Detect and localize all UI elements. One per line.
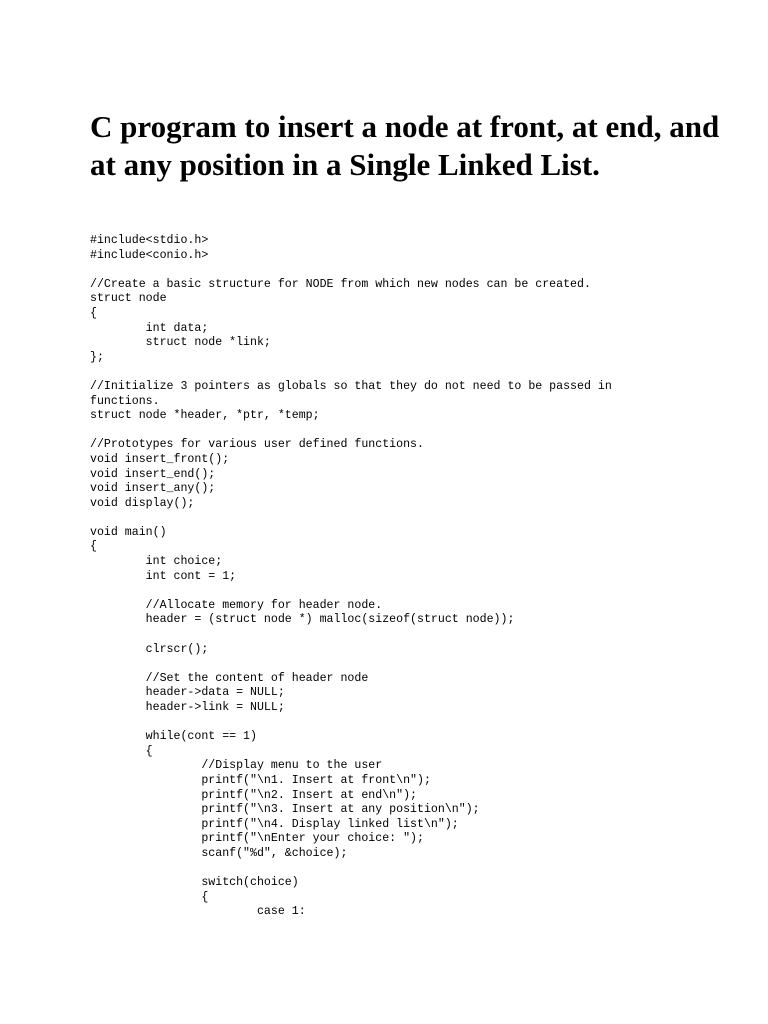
- code-line: struct node *header, *ptr, *temp;: [90, 409, 320, 423]
- code-line: #include<stdio.h>: [90, 234, 209, 247]
- code-line: struct node *link;: [90, 336, 271, 350]
- code-line: header = (struct node *) malloc(sizeof(struct node));: [90, 613, 515, 627]
- code-line: //Set the content of header node: [90, 671, 369, 685]
- code-line: printf("\n2. Insert at end\n");: [90, 788, 417, 802]
- code-line: {: [90, 890, 209, 904]
- code-line: int data;: [90, 321, 209, 335]
- code-line: clrscr();: [90, 642, 209, 656]
- code-line: //Create a basic structure for NODE from which new nodes can be created.: [90, 277, 591, 291]
- code-line: functions.: [90, 394, 160, 408]
- code-line: //Initialize 3 pointers as globals so that they do not need to be passed in: [90, 379, 612, 393]
- code-line: [90, 584, 750, 599]
- code-line: {: [90, 540, 97, 554]
- code-line: while(cont == 1): [90, 730, 257, 744]
- code-line: [90, 263, 750, 278]
- code-line: {: [90, 744, 153, 758]
- code-line: [90, 628, 750, 643]
- code-line: printf("\n1. Insert at front\n");: [90, 773, 431, 787]
- code-line: //Allocate memory for header node.: [90, 598, 383, 612]
- code-line: scanf("%d", &choice);: [90, 846, 348, 860]
- code-line: [90, 862, 750, 877]
- code-line: printf("\n4. Display linked list\n");: [90, 817, 459, 831]
- code-line: header->link = NULL;: [90, 701, 285, 714]
- code-line: struct node: [90, 292, 167, 306]
- code-line: [90, 424, 750, 439]
- code-line: {: [90, 306, 97, 320]
- code-line: printf("\nEnter your choice: ");: [90, 832, 424, 846]
- code-line: printf("\n3. Insert at any position\n");: [90, 803, 480, 817]
- code-line: #include<conio.h>: [90, 248, 209, 262]
- code-line: void display();: [90, 496, 195, 510]
- code-line: void main(): [90, 525, 167, 539]
- code-line: void insert_any();: [90, 482, 216, 496]
- code-line: };: [90, 350, 104, 364]
- code-line: int choice;: [90, 555, 223, 569]
- code-line: void insert_end();: [90, 467, 216, 481]
- code-line: //Prototypes for various user defined functions.: [90, 438, 424, 452]
- code-line: [90, 511, 750, 526]
- code-line: [90, 365, 750, 380]
- code-line: switch(choice): [90, 876, 299, 890]
- code-block: [90, 234, 750, 920]
- code-line: int cont = 1;: [90, 569, 237, 583]
- code-line: [90, 657, 750, 672]
- code-line: [90, 716, 750, 731]
- code-line: header->data = NULL;: [90, 686, 285, 700]
- code-line: //Display menu to the user: [90, 759, 383, 773]
- code-line: void insert_front();: [90, 452, 230, 466]
- code-line: case 1:: [90, 905, 306, 919]
- document-title: C program to insert a node at front, at end, and at any position in a Single Linked List.: [90, 109, 720, 182]
